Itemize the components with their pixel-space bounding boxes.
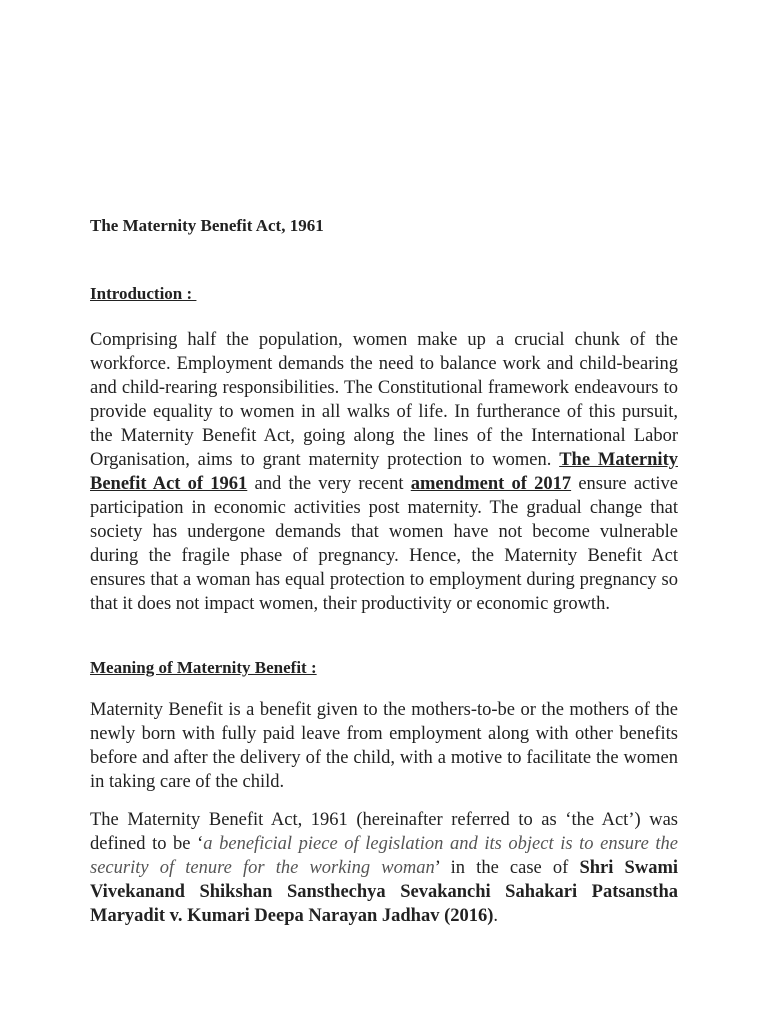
introduction-paragraph [90,328,678,616]
act-text-3: . [493,906,499,926]
maternity-act-link[interactable]: The Maternity Benefit Act of 1961 [90,450,678,494]
case-name: Shri Swami Vivekanand Shikshan Sansthechya Sevakanchi Sahakari Patsanstha Maryadit v. Kumari Deepa Narayan Jadhav (2016) [90,858,678,926]
meaning-heading: Meaning of Maternity Benefit : [90,658,317,677]
intro-text-3: ensure active participation in economic activities post maternity. The gradual change that society has undergone demands that women have not become vulnerable during the fragile phase of pregnancy. Hence, the Maternity Benefit Act ensures that a woman has equal protection to employment during pregnancy so that it does not impact women, their productivity or economic growth. [90,474,679,614]
meaning-paragraph: Maternity Benefit is a benefit given to the mothers-to-be or the mothers of the newly born with fully paid leave from employment along with other benefits before and after the delivery of the child, with a motive to facilitate the women in taking care of the child. [90,700,678,792]
amendment-link[interactable]: amendment of 2017 [410,474,572,494]
document-title: The Maternity Benefit Act, 1961 [90,216,324,235]
act-text-1: The Maternity Benefit Act, 1961 (hereinafter referred to as ‘the Act’) was defined to be ‘ [90,810,678,854]
introduction-heading: Introduction : [90,284,197,303]
intro-text-1: Comprising half the population, women make up a crucial chunk of the workforce. Employment demands the need to balance work and child-bearing and child-rearing responsibilities. The Constitutional framework endeavours to provide equality to women in all walks of life. In furtherance of this pursuit, the Maternity Benefit Act, going along the lines of the International Labor Organisation, aims to grant maternity protection to women. [90,330,678,470]
act-quote: a beneficial piece of legislation and its object is to ensure the security of tenure for the working woman [90,834,678,878]
act-text-2: ’ in the case of [434,858,580,878]
intro-text-2: and the very recent [247,474,411,494]
act-definition-paragraph [90,808,678,928]
